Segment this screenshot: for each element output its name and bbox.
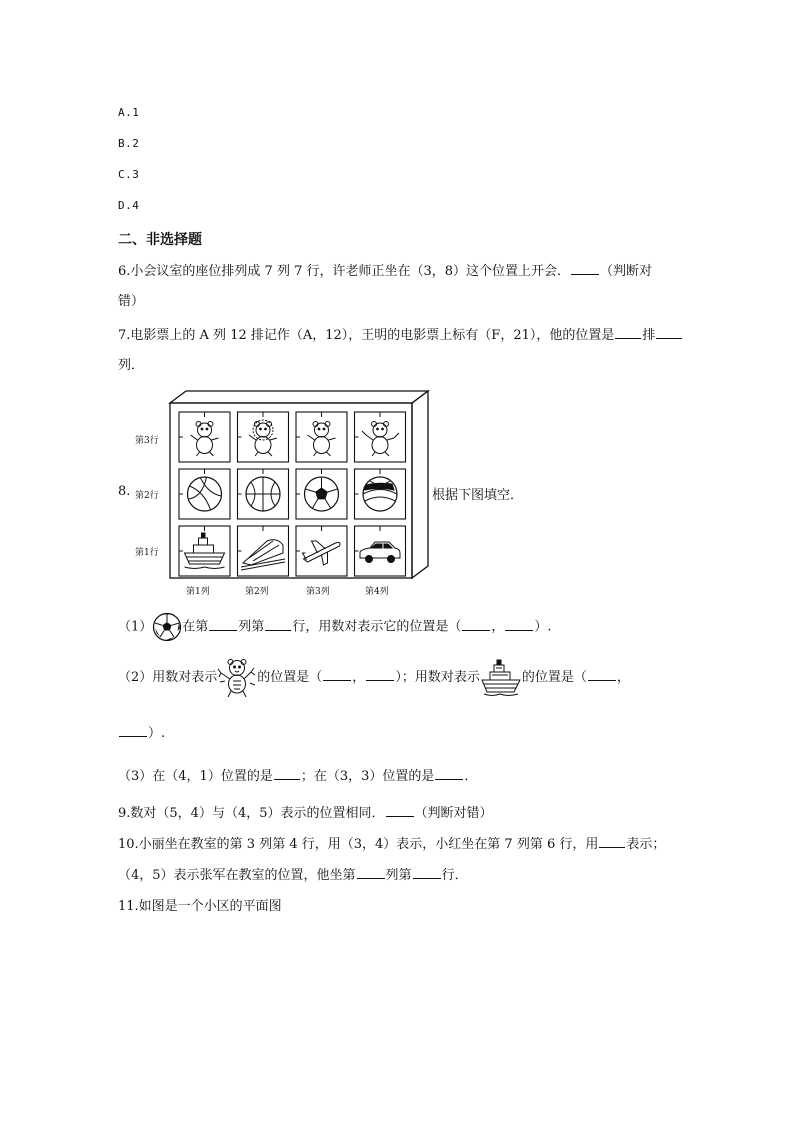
option-c: C.3 — [118, 168, 140, 181]
q8p2-e: 的位置是（ — [521, 670, 587, 685]
q8-part-2-cont — [118, 722, 165, 741]
q10-suffix: 表示； — [626, 837, 666, 852]
col-label-4: 第4列 — [365, 587, 389, 597]
beach-ball-icon — [363, 477, 397, 511]
option-b: B.2 — [118, 137, 140, 150]
basketball-icon — [246, 477, 280, 511]
q8p1-blank-x[interactable] — [462, 618, 490, 631]
q8p3-c: ． — [464, 769, 478, 784]
q7-blank-col[interactable] — [656, 326, 682, 339]
cabinet-cell — [179, 412, 230, 462]
lion-toy-icon — [249, 420, 277, 456]
soccer-ball-icon — [152, 612, 182, 642]
cabinet-cell — [296, 526, 347, 576]
q8p1-label: （1） — [118, 619, 153, 635]
q8p3-b: ；在（3，3）位置的是 — [300, 769, 435, 784]
q8-number: 8. — [118, 484, 131, 499]
cabinet-cell — [296, 469, 347, 519]
question-11: 11.如图是一个小区的平面图 — [118, 899, 282, 914]
section-heading: 二、非选择题 — [118, 232, 202, 248]
q8p1-f: ）. — [534, 619, 552, 635]
q6-text: 6.小会议室的座位排列成 7 列 7 行，许老师正坐在（3，8）这个位置上开会． — [118, 264, 571, 279]
q8p3-blank-2[interactable] — [435, 767, 463, 780]
row-label-1: 第1行 — [135, 548, 159, 558]
q8p1-blank-row[interactable] — [265, 618, 291, 631]
tiger-toy-icon — [217, 657, 257, 699]
col-label-1: 第1列 — [186, 587, 210, 597]
cabinet-cell — [355, 526, 406, 576]
question-9 — [118, 802, 493, 821]
q10-continuation — [118, 864, 468, 883]
option-d: D.4 — [118, 199, 140, 212]
q10-blank-2[interactable] — [357, 866, 385, 879]
cabinet-cell — [238, 526, 289, 576]
q8-instruction: 根据下图填空． — [432, 488, 524, 503]
q6-blank[interactable] — [571, 262, 599, 275]
q8p2-blank-4[interactable] — [119, 724, 147, 737]
cabinet-top — [170, 391, 428, 403]
q9-text: 9.数对（5，4）与（4，5）表示的位置相同． — [118, 806, 385, 821]
q8p1-blank-y[interactable] — [505, 618, 533, 631]
cabinet-cell — [179, 469, 230, 519]
q7-text: 7.电影票上的 A 列 12 排记作（A，12），王明的电影票上标有（F，21），他的位置是 — [118, 328, 615, 343]
cabinet-cell — [355, 469, 406, 519]
q8p1-b: 在第 — [182, 619, 209, 635]
question-10 — [118, 833, 665, 852]
option-a: A.1 — [118, 106, 140, 119]
q8p2-c: ， — [352, 670, 366, 685]
train-icon — [241, 540, 285, 570]
cabinet-cell — [238, 412, 289, 462]
question-7 — [118, 324, 683, 343]
q8p1-d: 行，用数对表示它的位置是（ — [292, 619, 462, 635]
q8p1-c: 列第 — [238, 619, 265, 635]
q6-continuation: 错） — [118, 294, 145, 309]
q8-part-1 — [118, 612, 551, 642]
row-label-2: 第2行 — [135, 491, 159, 501]
row-label-3: 第3行 — [135, 436, 159, 446]
q8p2-blank-2[interactable] — [366, 668, 394, 681]
monkey-toy-icon — [308, 422, 336, 457]
q8-part-3 — [118, 765, 477, 784]
q7-mid: 排 — [642, 328, 656, 343]
q8p3-blank-1[interactable] — [274, 767, 300, 780]
q8p2-a: （2）用数对表示 — [118, 670, 218, 685]
ship-icon — [480, 658, 522, 698]
bear-toy-icon — [191, 422, 219, 457]
cabinet-cell — [179, 526, 230, 576]
q10-blank-1[interactable] — [599, 835, 625, 848]
ship-icon — [185, 533, 225, 569]
q10-cont-a: （4，5）表示张军在教室的位置，他坐第 — [118, 868, 356, 883]
q9-blank[interactable] — [386, 804, 414, 817]
q8p2-b: 的位置是（ — [257, 670, 323, 685]
q8-part-2 — [118, 656, 630, 700]
cabinet-cell — [355, 412, 406, 462]
q6-suffix: （判断对 — [600, 264, 653, 279]
q8p3-a: （3）在（4，1）位置的是 — [118, 769, 273, 784]
tiger-toy-icon — [362, 422, 399, 457]
q8p2-d: ）；用数对表示 — [395, 670, 480, 685]
volleyball-icon — [188, 477, 222, 511]
cabinet-side — [412, 391, 428, 578]
q10-cont-b: 列第 — [385, 868, 412, 883]
q8p2-g: ）. — [148, 726, 166, 741]
col-label-3: 第3列 — [306, 587, 330, 597]
car-icon — [360, 542, 400, 563]
q8p1-e: ， — [491, 619, 505, 635]
soccer-ball-icon — [305, 477, 339, 511]
cabinet-cell — [296, 412, 347, 462]
q7-continuation: 列． — [118, 358, 145, 373]
col-label-2: 第2列 — [245, 587, 269, 597]
cabinet-cell — [238, 469, 289, 519]
q8p1-blank-col[interactable] — [209, 618, 237, 631]
airplane-icon — [303, 541, 341, 565]
q10-cont-c: 行． — [441, 868, 468, 883]
q7-blank-row[interactable] — [615, 326, 641, 339]
cabinet-front — [170, 403, 412, 578]
q9-suffix: （判断对错） — [414, 806, 493, 821]
q10-blank-3[interactable] — [413, 866, 441, 879]
question-6 — [118, 260, 652, 279]
q8p2-blank-3[interactable] — [588, 668, 616, 681]
q10-text: 10.小丽坐在教室的第 3 列第 4 行，用（3，4）表示，小红坐在第 7 列第 6 行，用 — [118, 837, 599, 852]
q8p2-blank-1[interactable] — [323, 668, 351, 681]
q8p2-f: ， — [616, 670, 630, 685]
